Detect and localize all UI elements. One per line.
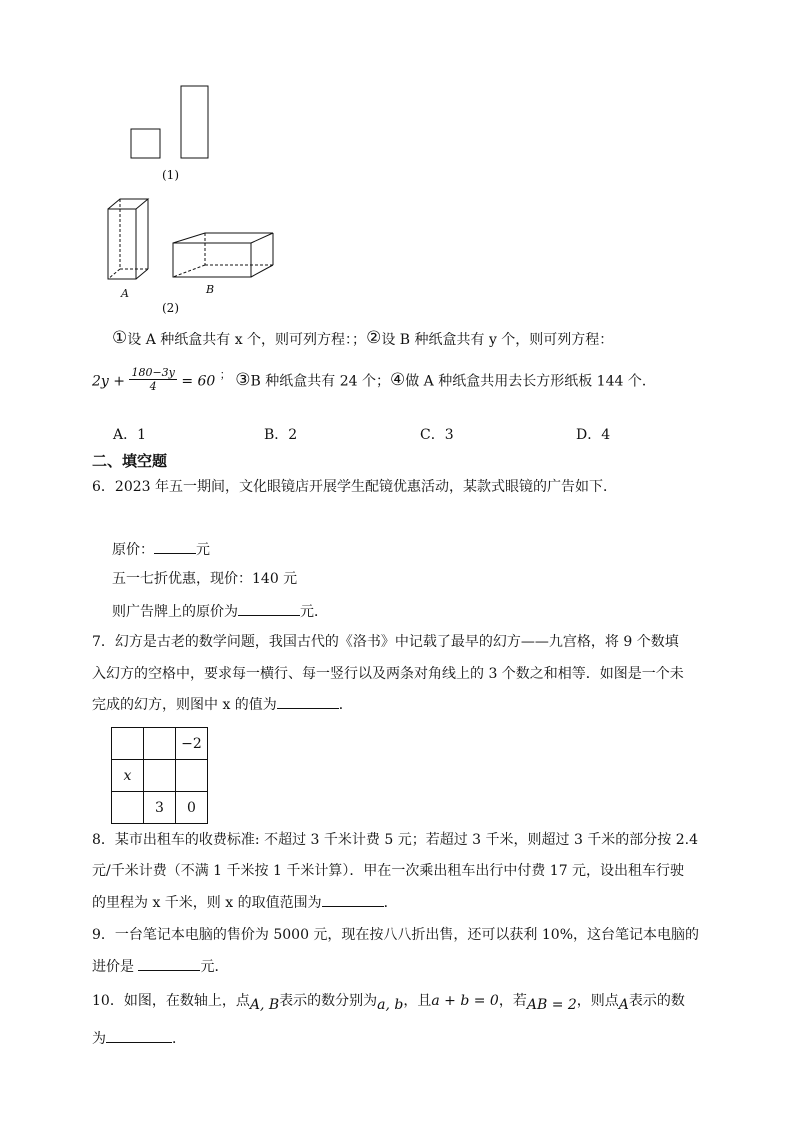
marker-1: ① <box>112 328 128 348</box>
q9-line2-end: 元． <box>200 959 229 975</box>
magic-cell: x <box>112 760 144 792</box>
q8-line1: 8．某市出租车的收费标准: 不超过 3 千米计费 5 元；若超过 3 千米，则超过 3 千米的部分按 2.4 <box>92 832 699 848</box>
q6-ask-text: 则广告牌上的原价为 <box>112 604 238 620</box>
figure-2-caption: (2) <box>162 301 179 315</box>
q6-ask-end: 元． <box>300 604 328 620</box>
q5-text4: 做 A 种纸盒共用去长方形纸板 144 个． <box>405 373 656 390</box>
marker-2: ② <box>366 328 382 348</box>
magic-row <box>112 792 208 824</box>
q10-points: A, B <box>249 997 280 1013</box>
figure-1 <box>125 82 215 162</box>
magic-cell <box>144 760 176 792</box>
magic-cell: 3 <box>144 792 176 824</box>
figure-2 <box>100 195 285 290</box>
q10-text-c: ，且 <box>403 993 432 1009</box>
q9-answer-blank[interactable] <box>138 956 200 971</box>
q5-text1: 设 A 种纸盒共有 x 个，则可列方程：； <box>127 332 367 348</box>
square-card <box>131 129 160 158</box>
q7-answer-blank[interactable] <box>277 694 339 709</box>
magic-row <box>112 728 208 760</box>
q7-line3-end: ． <box>338 697 353 713</box>
q10-answer-blank[interactable] <box>106 1028 172 1043</box>
magic-cell <box>176 760 208 792</box>
q8-line3-end: ． <box>383 895 398 911</box>
q5-option-b[interactable]: B．2 <box>264 427 298 443</box>
magic-cell: −2 <box>176 728 208 760</box>
box-b <box>173 233 273 277</box>
q8-line2: 元/千米计费（不满 1 千米按 1 千米计算）．甲在一次乘出租车出行中付费 17 元，设出租车行驶 <box>92 863 685 879</box>
q5-sep: ； <box>219 367 231 381</box>
q5-statement-line2 <box>92 368 656 395</box>
marker-4: ④ <box>389 369 406 390</box>
fraction-numerator: 180−3y <box>131 366 175 379</box>
q5-statement-line1 <box>112 330 613 350</box>
q7-line2: 入幻方的空格中，要求每一横行、每一竖行以及两条对角线上的 3 个数之和相等．如图是一个未 <box>92 666 684 682</box>
ad-price-unit: 元 <box>196 542 210 558</box>
q10-equation-2: AB = 2 <box>526 997 577 1013</box>
q5-option-a[interactable]: A．1 <box>113 427 147 443</box>
magic-cell <box>112 792 144 824</box>
q6-ad-line1 <box>112 539 210 560</box>
ad-price-blank[interactable] <box>154 539 196 554</box>
q10-text-e: ，则点 <box>576 993 619 1009</box>
q10-text-f: 表示的数 <box>628 993 685 1009</box>
rectangle-card <box>181 86 208 158</box>
q6-stem: 6．2023 年五一期间，文化眼镜店开展学生配镜优惠活动，某款式眼镜的广告如下． <box>92 479 617 495</box>
q10-point-a: A <box>618 997 629 1013</box>
q5-option-c[interactable]: C．3 <box>420 427 454 443</box>
label-b: B <box>206 283 215 296</box>
q9-line2 <box>92 956 228 977</box>
label-a: A <box>121 287 129 300</box>
equation-fraction <box>129 366 176 393</box>
section-title: 二、填空题 <box>92 452 168 470</box>
q10-line2-end: ． <box>172 1031 186 1047</box>
magic-cell: 0 <box>176 792 208 824</box>
q8-line3 <box>92 892 398 913</box>
magic-row <box>112 760 208 792</box>
q5-option-d[interactable]: D．4 <box>576 427 611 443</box>
q8-answer-blank[interactable] <box>322 892 384 907</box>
q5-text3: B 种纸盒共有 24 个； <box>250 373 390 390</box>
equation-left: 2y + <box>92 373 125 390</box>
equation-right: = 60 <box>181 373 216 390</box>
magic-cell <box>112 728 144 760</box>
q10-text-a: 10．如图，在数轴上，点 <box>92 993 250 1009</box>
q9-line2-text: 进价是 <box>92 959 134 975</box>
q8-line3-text: 的里程为 x 千米，则 x 的取值范围为 <box>92 895 322 911</box>
q6-ad-line2: 五一七折优惠，现价：140 元 <box>112 571 298 587</box>
q10-values: a, b <box>377 997 404 1013</box>
q10-line1 <box>92 991 685 1011</box>
q10-text-b: 表示的数分别为 <box>279 993 378 1009</box>
q9-line1: 9．一台笔记本电脑的售价为 5000 元，现在按八八折出售，还可以获利 10%，这台笔记本电脑的 <box>92 927 700 943</box>
marker-3: ③ <box>235 369 251 390</box>
q10-line2 <box>92 1028 186 1049</box>
q7-line1: 7．幻方是古老的数学问题，我国古代的《洛书》中记载了最早的幻方——九宫格，将 9 个数填 <box>92 634 679 650</box>
q6-ask <box>112 601 328 622</box>
q10-equation-1: a + b = 0 <box>431 993 499 1009</box>
q6-answer-blank[interactable] <box>238 601 300 616</box>
magic-cell <box>144 728 176 760</box>
box-a <box>108 199 148 279</box>
q5-text2: 设 B 种纸盒共有 y 个，则可列方程： <box>381 332 614 348</box>
q7-line3-text: 完成的幻方，则图中 x 的值为 <box>92 697 277 713</box>
q7-line3 <box>92 694 353 715</box>
magic-square <box>111 727 208 824</box>
q10-line2-text: 为 <box>92 1031 106 1047</box>
figure-1-caption: (1) <box>162 168 179 182</box>
fraction-denominator: 4 <box>149 380 157 393</box>
ad-price-label: 原价： <box>112 542 154 558</box>
q10-text-d: ，若 <box>498 993 527 1009</box>
